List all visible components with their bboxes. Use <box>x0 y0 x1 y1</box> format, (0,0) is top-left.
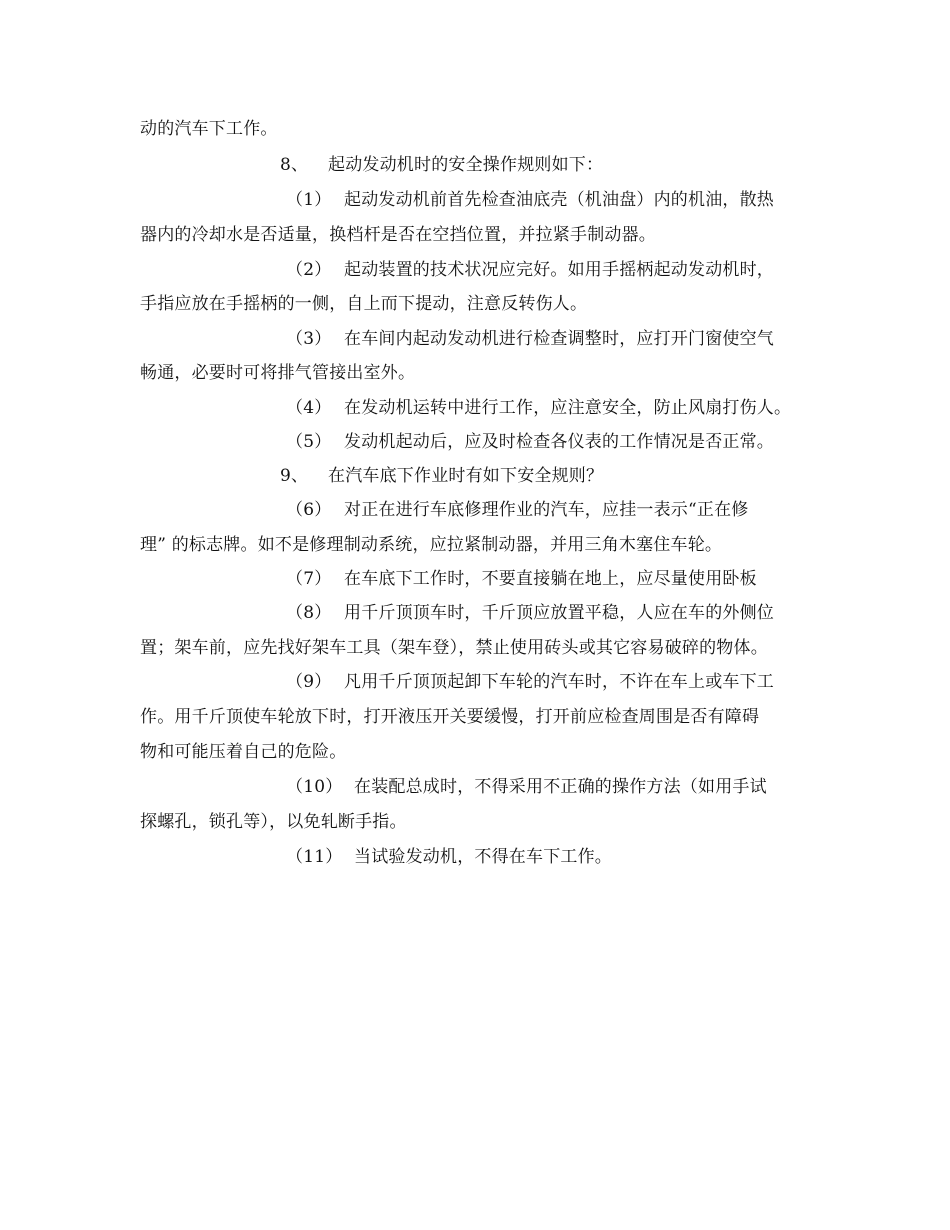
item-text: 凡用千斤顶顶起卸下车轮的汽车时，不许在车上或车下工 <box>344 672 774 692</box>
item-number: （10） <box>286 777 343 797</box>
item-text: 对正在进行车底修理作业的汽车，应挂一表示“正在修 <box>344 500 749 520</box>
item-continuation: 畅通，必要时可将排气管接出室外。 <box>140 363 416 383</box>
list-item <box>286 259 774 281</box>
continuation-line: 动的汽车下工作。 <box>140 119 278 139</box>
list-item <box>286 328 774 350</box>
list-item <box>286 189 774 211</box>
item-text: 在车底下工作时，不要直接躺在地上，应尽量使用卧板 <box>344 569 757 589</box>
item-text: 当试验发动机，不得在车下工作。 <box>354 847 612 867</box>
item-continuation: 物和可能压着自己的危险。 <box>140 742 347 762</box>
list-item <box>286 568 757 590</box>
section-heading-text: 起动发动机时的安全操作规则如下： <box>328 155 604 175</box>
item-text: 起动发动机前首先检查油底壳（机油盘）内的机油，散热 <box>344 190 774 210</box>
section-heading-8 <box>280 154 603 176</box>
list-item <box>286 846 612 868</box>
item-number: （4） <box>286 398 332 418</box>
item-text: 在发动机运转中进行工作，应注意安全，防止风扇打伤人。 <box>344 398 792 418</box>
item-text: 起动装置的技术状况应完好。如用手摇柄起动发动机时， <box>344 260 774 280</box>
item-number: （1） <box>286 190 332 210</box>
item-text: 在装配总成时，不得采用不正确的操作方法（如用手试 <box>354 777 767 797</box>
item-number: （9） <box>286 672 332 692</box>
item-continuation: 器内的冷却水是否适量，换档杆是否在空挡位置，并拉紧手制动器。 <box>140 225 656 245</box>
item-text: 发动机起动后，应及时检查各仪表的工作情况是否正常。 <box>344 432 774 452</box>
list-item <box>286 431 774 453</box>
list-item <box>286 602 774 624</box>
item-number: （8） <box>286 603 332 623</box>
list-item <box>286 776 767 798</box>
item-number: （3） <box>286 329 332 349</box>
section-number: 9、 <box>280 466 309 486</box>
item-continuation: 作。用千斤顶使车轮放下时，打开液压开关要缓慢，打开前应检查周围是否有障碍 <box>140 707 760 727</box>
item-number: （6） <box>286 500 332 520</box>
item-number: （11） <box>286 847 343 867</box>
section-heading-text: 在汽车底下作业时有如下安全规则？ <box>328 466 604 486</box>
item-text: 在车间内起动发动机进行检查调整时，应打开门窗使空气 <box>344 329 774 349</box>
item-number: （2） <box>286 260 332 280</box>
list-item <box>286 397 791 419</box>
item-number: （5） <box>286 432 332 452</box>
list-item <box>286 499 749 521</box>
item-continuation: 探螺孔，锁孔等），以免轧断手指。 <box>140 812 407 832</box>
item-text: 用千斤顶顶车时，千斤顶应放置平稳，人应在车的外侧位 <box>344 603 774 623</box>
section-heading-9 <box>280 465 603 487</box>
section-number: 8、 <box>280 155 309 175</box>
item-continuation: 手指应放在手摇柄的一侧，自上而下提动，注意反转伤人。 <box>140 294 588 314</box>
item-number: （7） <box>286 569 332 589</box>
item-continuation: 理” 的标志牌。如不是修理制动系统，应拉紧制动器，并用三角木塞住车轮。 <box>140 535 723 555</box>
item-continuation: 置；架车前，应先找好架车工具（架车登），禁止使用砖头或其它容易破碎的物体。 <box>140 638 768 658</box>
list-item <box>286 671 774 693</box>
